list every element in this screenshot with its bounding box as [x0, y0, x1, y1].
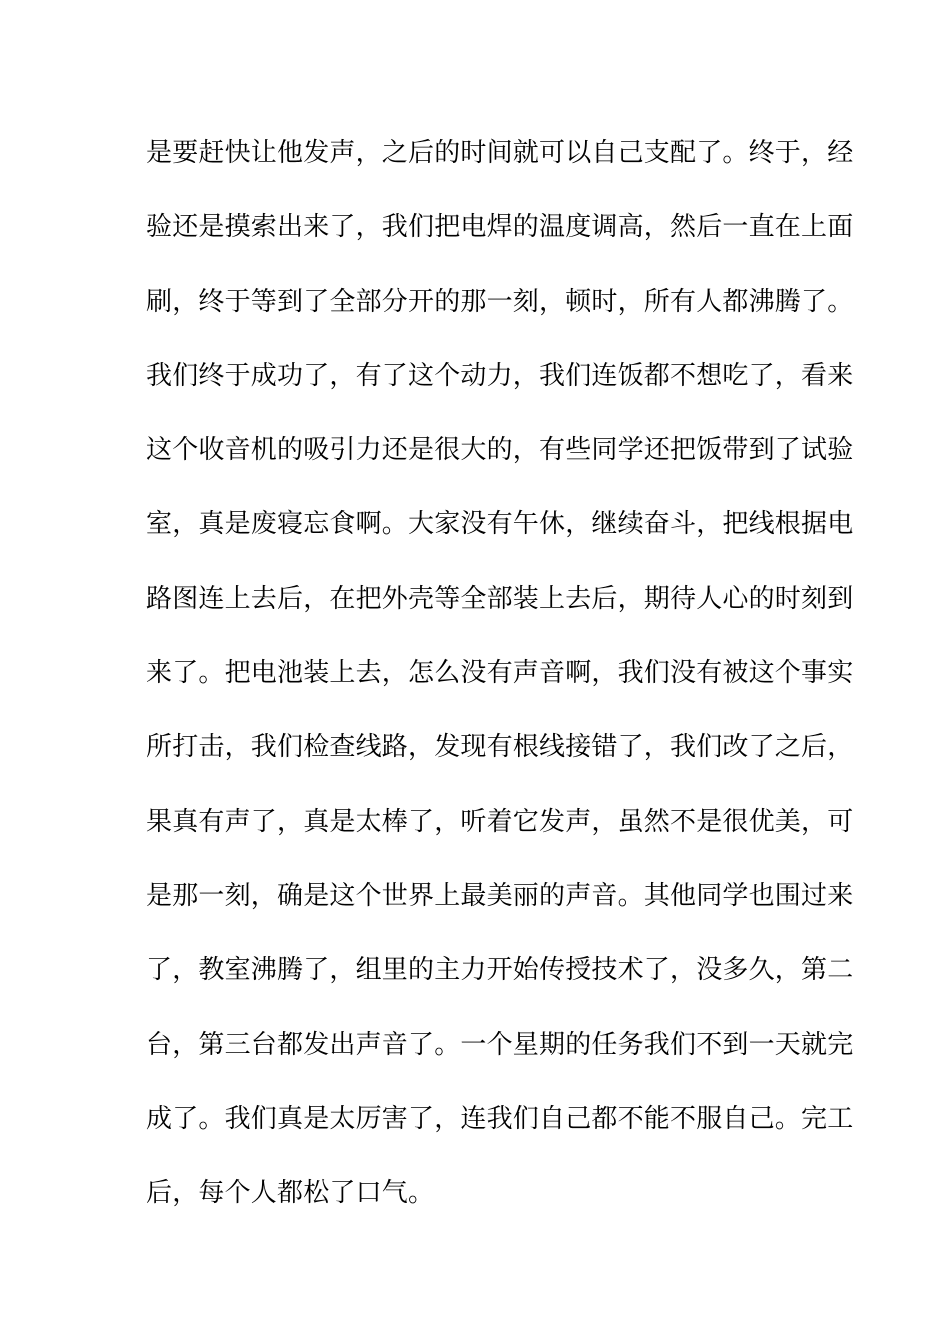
text-line-13: 台，第三台都发出声音了。一个星期的任务我们不到一天就完: [146, 1029, 854, 1060]
text-line-6: 室，真是废寝忘食啊。大家没有午休，继续奋斗，把线根据电: [146, 509, 854, 540]
text-line-15: 后，每个人都松了口气。: [146, 1178, 435, 1209]
text-line-14: 成了。我们真是太厉害了，连我们自己都不能不服自己。完工: [146, 1103, 854, 1134]
text-line-11: 是那一刻，确是这个世界上最美丽的声音。其他同学也围过来: [146, 880, 854, 911]
text-line-3: 刷，终于等到了全部分开的那一刻，顿时，所有人都沸腾了。: [146, 286, 854, 317]
body-paragraph: [146, 131, 854, 1245]
text-line-2: 验还是摸索出来了，我们把电焊的温度调高，然后一直在上面: [146, 212, 854, 243]
text-line-4: 我们终于成功了，有了这个动力，我们连饭都不想吃了，看来: [146, 360, 854, 391]
text-line-12: 了，教室沸腾了，组里的主力开始传授技术了，没多久，第二: [146, 955, 854, 986]
text-line-7: 路图连上去后，在把外壳等全部装上去后，期待人心的时刻到: [146, 583, 854, 614]
text-line-1: 是要赶快让他发声，之后的时间就可以自己支配了。终于，经: [146, 138, 854, 168]
text-line-8: 来了。把电池装上去，怎么没有声音啊，我们没有被这个事实: [146, 658, 854, 689]
text-line-5: 这个收音机的吸引力还是很大的，有些同学还把饭带到了试验: [146, 435, 854, 466]
text-line-10: 果真有声了，真是太棒了，听着它发声，虽然不是很优美，可: [146, 806, 854, 837]
text-line-9: 所打击，我们检查线路，发现有根线接错了，我们改了之后，: [146, 732, 854, 763]
